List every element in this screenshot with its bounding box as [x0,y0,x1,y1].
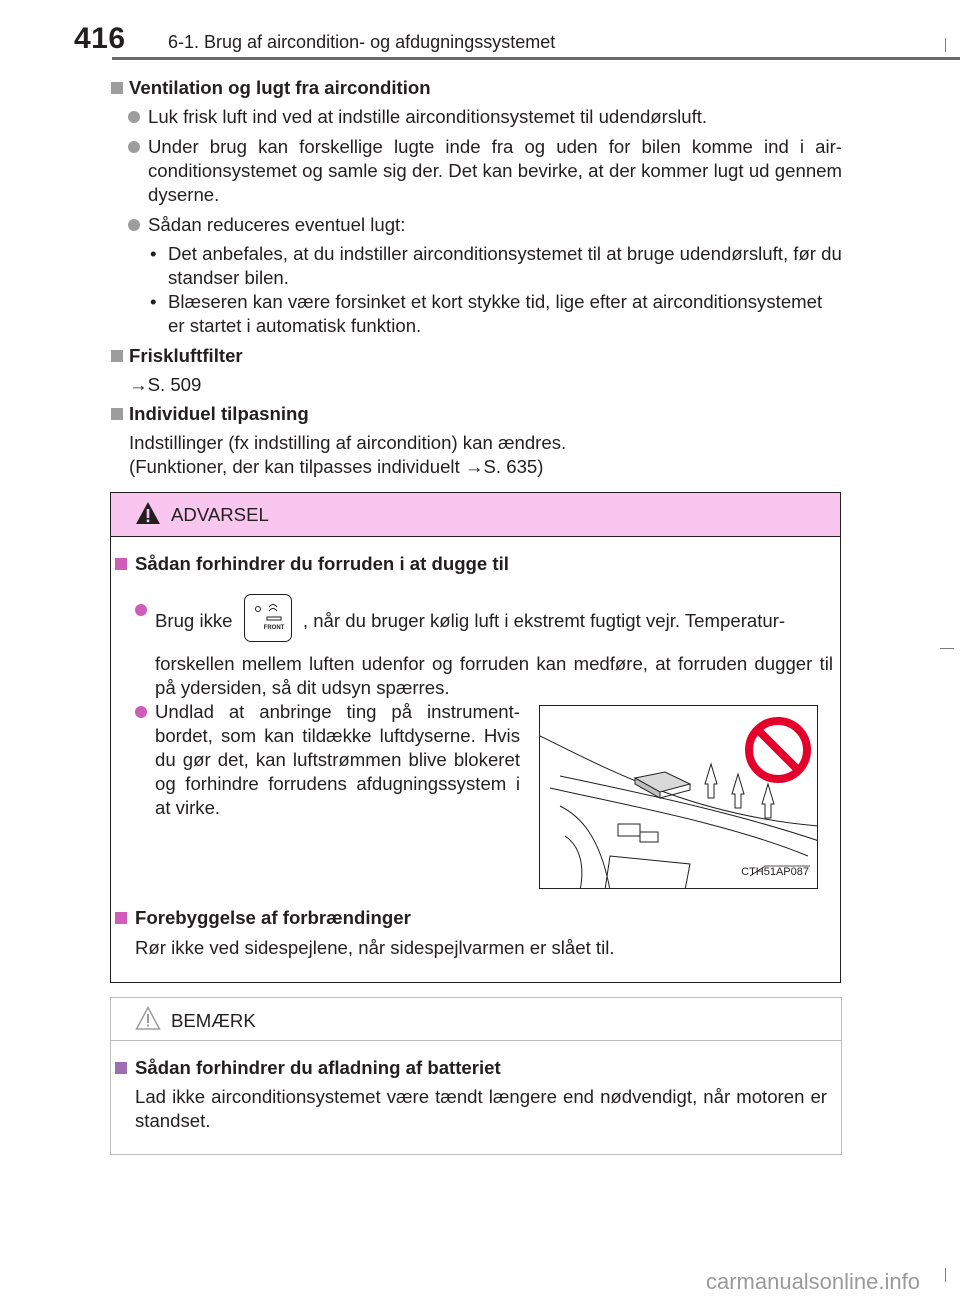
bullet-item [110,135,842,207]
heading-text: Forebyggelse af forbrændinger [135,907,411,928]
heading-text: Sådan forhindrer du afladning af batteriet [135,1057,501,1078]
square-bullet-icon [111,82,123,94]
watermark: carmanualsonline.info [705,1269,920,1294]
section-heading [110,344,842,368]
button-label: FRONT [263,625,285,631]
square-bullet-icon [115,1062,127,1074]
dashboard-illustration [539,705,818,889]
page-reference[interactable]: →S. 509 [129,374,202,395]
dot-bullet-icon: • [150,243,157,264]
crop-mark [945,1268,946,1282]
body-text: (Funktioner, der kan tilpasses individuelt →S. 635) [129,456,544,477]
warning-text: Rør ikke ved sidespejlene, når sidespejlvarmen er slået til. [135,937,615,958]
square-bullet-icon [115,558,127,570]
bullet-text: Luk frisk luft ind ved at indstille airconditionsystemet til udendørsluft. [148,106,708,127]
round-bullet-icon [128,111,140,123]
section-heading [110,402,842,426]
warning-bullet [135,598,833,700]
bullet-item [110,105,842,129]
sub-bullet-item [110,290,842,338]
main-content [110,76,842,484]
heading-text: Individuel tilpasning [129,403,309,424]
crop-mark [945,38,946,52]
bullet-item [110,213,842,237]
notice-box [110,997,842,1155]
body-text: Indstillinger (fx indstilling af aircondition) kan ændres. [129,432,567,453]
warning-heading [113,552,813,576]
heading-text: Sådan forhindrer du forruden i at dugge til [135,553,509,574]
sub-bullet-item [110,242,842,290]
crop-mark [940,648,954,649]
heading-text: Ventilation og lugt fra aircondition [129,77,431,98]
sub-bullet-text: Det anbefales, at du indstiller airconditionsystemet til at bruge udendørsluft, før du standser bilen. [168,243,842,288]
round-bullet-icon [128,219,140,231]
section-heading [110,76,842,100]
notice-title: BEMÆRK [171,1010,256,1031]
sub-bullet-text: Blæseren kan være forsinket et kort stykke tid, lige efter at airconditionsystemet er startet i automatisk funktion. [168,291,823,336]
front-defroster-button-icon [244,594,292,642]
figure-code: CTH51AP087 [741,866,809,878]
warning-heading [113,906,813,930]
square-bullet-icon [111,408,123,420]
bullet-text: forskellen mellem luften udenfor og forruden kan medføre, at forruden dugger til på ydersiden, så dit udsyn spærres. [155,653,833,698]
heading-text: Friskluftfilter [129,345,243,366]
notice-header [111,998,841,1041]
bullet-text: , når du bruger kølig luft i ekstremt fugtigt vejr. Temperatur- [302,609,786,631]
square-bullet-icon [115,912,127,924]
bullet-text: Sådan reduceres eventuel lugt: [148,214,406,235]
bullet-text: Under brug kan forskellige lugte inde fra og uden for bilen komme ind i airconditionsystemet og samle sig der. Det kan bevirke, at der kommer lugt ud gennem dyserne. [148,136,842,205]
square-bullet-icon [111,350,123,362]
notice-text: Lad ikke airconditionsystemet være tændt længere end nødvendigt, når motoren er standset. [135,1086,827,1131]
notice-heading [113,1056,813,1080]
caution-triangle-icon [135,1006,161,1030]
chapter-title: 6-1. Brug af aircondition- og afdugningssystemet [168,32,556,52]
round-bullet-icon [128,141,140,153]
page-number: 416 [74,22,126,55]
header-rule [112,57,960,60]
warning-triangle-icon [135,501,161,525]
bullet-text: Brug ikke [155,609,233,631]
round-bullet-icon [135,706,147,718]
dot-bullet-icon: • [150,291,157,312]
bullet-text: Undlad at anbringe ting på instrumentbordet, som kan tildække luftdyserne. Hvis du gør det, kan luftstrømmen blive blokeret og forhindre forrudens afdugningssystem i at virke. [155,701,520,818]
warning-header [111,493,840,537]
warning-title: ADVARSEL [171,504,269,525]
warning-box [110,492,841,983]
warning-bullet [135,700,520,820]
round-bullet-icon [135,604,147,616]
